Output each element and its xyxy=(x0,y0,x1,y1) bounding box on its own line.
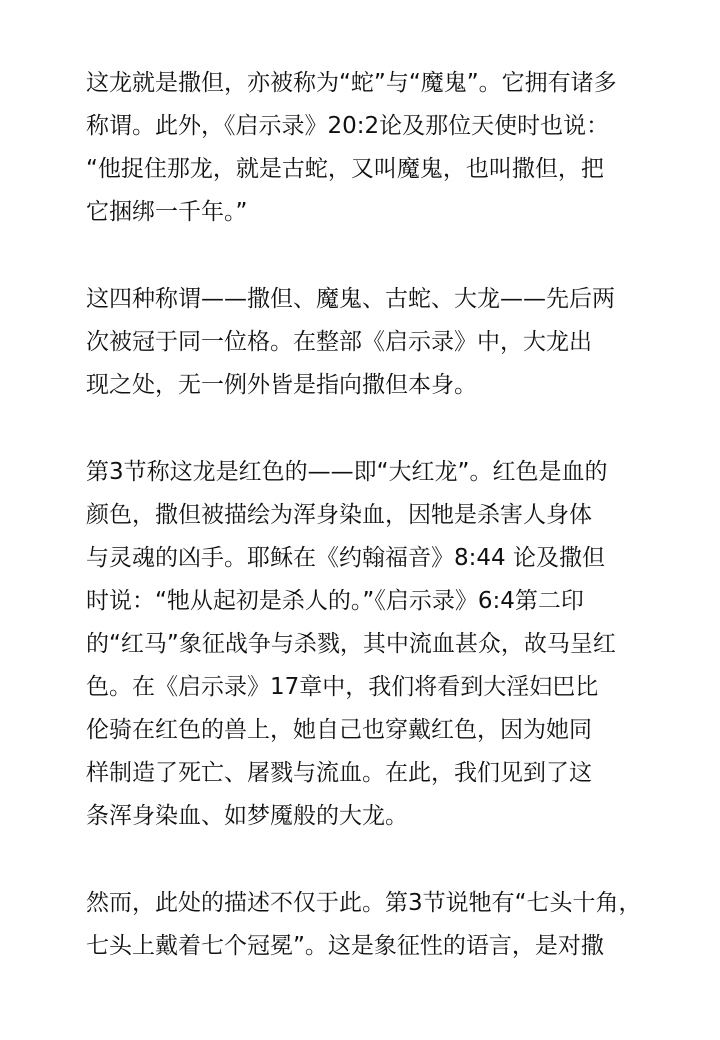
paragraph-2-line-3: 现之处，无一例外皆是指向撒但本身。 xyxy=(86,372,477,398)
paragraph-1-line-1: 这龙就是撒但，亦被称为“蛇”与“魔鬼”。它拥有诸多 xyxy=(86,70,617,96)
paragraph-2-line-2: 次被冠于同一位格。在整部《启示录》中，大龙出 xyxy=(86,329,592,355)
paragraph-3-line-6: 色。在《启示录》17章中，我们将看到大淫妇巴比 xyxy=(86,674,599,700)
paragraph-3-line-9: 条浑身染血、如梦魇般的大龙。 xyxy=(86,803,408,829)
paragraph-1-line-3: “他捉住那龙，就是古蛇，又叫魔鬼，也叫撒但，把 xyxy=(86,156,604,182)
paragraph-3-line-3: 与灵魂的凶手。耶稣在《约翰福音》8:44 论及撒但 xyxy=(86,545,605,571)
paragraph-4-line-2: 七头上戴着七个冠冕”。这是象征性的语言，是对撒 xyxy=(86,933,604,959)
paragraph-2-line-1: 这四种称谓——撒但、魔鬼、古蛇、大龙——先后两 xyxy=(86,286,615,312)
paragraph-3-line-1: 第3节称这龙是红色的——即“大红龙”。红色是血的 xyxy=(86,459,608,485)
paragraph-3-line-5: 的“红马”象征战争与杀戮，其中流血甚众，故马呈红 xyxy=(86,631,616,657)
paragraph-1-line-2: 称谓。此外，《启示录》20:2论及那位天使时也说： xyxy=(86,113,610,139)
paragraph-3-line-4: 时说：“牠从起初是杀人的。”《启示录》6:4第二印 xyxy=(86,588,584,614)
paragraph-3-line-2: 颜色，撒但被描绘为浑身染血，因牠是杀害人身体 xyxy=(86,502,592,528)
paragraph-3-line-8: 样制造了死亡、屠戮与流血。在此，我们见到了这 xyxy=(86,760,592,786)
paragraph-4-line-1: 然而，此处的描述不仅于此。第3节说牠有“七头十角， xyxy=(86,890,642,916)
paragraph-3-line-7: 伦骑在红色的兽上，她自己也穿戴红色，因为她同 xyxy=(86,717,592,743)
paragraph-1-line-4: 它捆绑一千年。” xyxy=(86,199,248,225)
